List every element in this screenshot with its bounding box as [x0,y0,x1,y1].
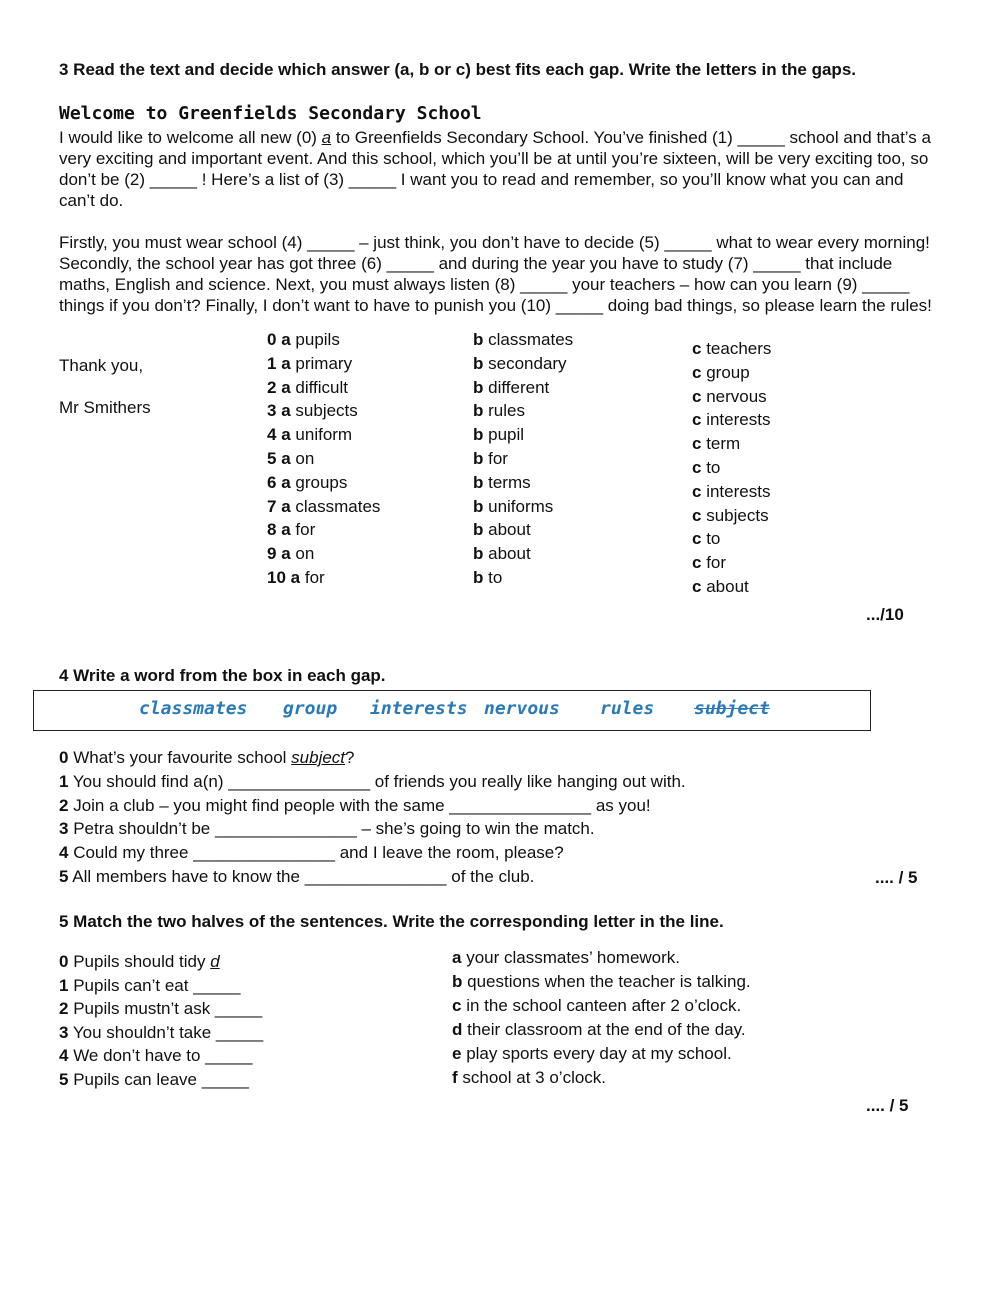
ex5-right-item-2: c in the school canteen after 2 o’clock. [452,996,742,1015]
word-nervous: nervous [484,698,560,719]
option-row-7-c: c subjects [692,505,769,525]
ex5-right-item-5: f school at 3 o’clock. [452,1068,607,1087]
option-row-1-b: b secondary [473,353,567,373]
ex4-item-5: 5 All members have to know the _______________ of the club. [59,867,535,886]
closing: Thank you, [59,356,144,375]
ex4-item-3: 3 Petra shouldn’t be _______________ – she’s going to win the match. [59,819,595,839]
ex5-right-item-4: e play sports every day at my school. [452,1044,732,1063]
option-row-9-b: b about [473,544,531,564]
ex5-instruction: 5 Match the two halves of the sentences. Write the corresponding letter in the line. [59,912,724,931]
option-row-6-b: b terms [473,472,531,492]
option-row-6-c: c interests [692,481,771,501]
ex3-instruction: 3 Read the text and decide which answer (a, b or c) best fits each gap. Write the letters in the gaps. [59,60,856,79]
word-classmates: classmates [139,698,248,719]
signature: Mr Smithers [59,398,151,417]
ex5-right-item-1: b questions when the teacher is talking. [452,972,751,991]
ex5-left-item-0: 0 Pupils should tidy d [59,952,220,971]
option-row-8-b: b about [473,520,531,540]
ex3-score: .../10 [866,605,904,624]
ex5-left-item-1: 1 Pupils can’t eat _____ [59,975,241,995]
word-interests: interests [370,698,468,719]
ex5-left-item-2: 2 Pupils mustn’t ask _____ [59,999,263,1019]
option-row-10-b: b to [473,568,503,587]
word-rules: rules [600,698,655,719]
option-row-8-c: c to [692,529,721,549]
ex5-right-item-3: d their classroom at the end of the day. [452,1020,746,1039]
option-row-9-a: 9 a on [267,544,315,564]
option-row-0-c: c teachers [692,339,772,358]
ex4-item-4: 4 Could my three _______________ and I leave the room, please? [59,843,564,863]
ex5-score: .... / 5 [866,1096,909,1115]
ex4-instruction: 4 Write a word from the box in each gap. [59,666,386,685]
ex4-item-0: 0 What’s your favourite school subject? [59,748,355,767]
option-row-1-a: 1 a primary [267,353,353,373]
ex5-left-item-5: 5 Pupils can leave _____ [59,1070,249,1089]
option-row-2-c: c nervous [692,386,767,406]
option-row-5-b: b for [473,449,508,468]
word-subject-crossed: subject [694,698,770,719]
ex5-right-item-0: a your classmates’ homework. [452,948,681,967]
ex4-item-2: 2 Join a club – you might find people with the same _______________ as you! [59,795,651,815]
option-row-8-a: 8 a for [267,520,316,540]
ex3-paragraph-1: I would like to welcome all new (0) a to Greenfields Secondary School. You’ve finished (1) _____ school and that’s a very exciting and important event. And this school, which you’ll be at until you’re sixteen, will be very exciting too, so don’t be (2) _____ ! Here’s a list of (3) _____ I want you to read and remember, so you’ll know what you can and can’t do. [59,128,931,210]
option-row-0-a: 0 a pupils [267,330,340,349]
option-row-4-b: b pupil [473,425,525,445]
ex3-title: Welcome to Greenfields Secondary School [59,103,482,124]
option-row-10-a: 10 a for [267,568,325,587]
option-row-4-a: 4 a uniform [267,425,353,445]
example-answer: a [321,128,332,147]
option-row-10-c: c about [692,577,749,596]
word-group: group [283,698,338,719]
option-row-7-a: 7 a classmates [267,496,381,516]
option-row-3-b: b rules [473,401,525,421]
ex4-item-1: 1 You should find a(n) _______________ of friends you really like hanging out with. [59,771,686,791]
option-row-3-a: 3 a subjects [267,401,358,421]
option-row-5-c: c to [692,458,721,477]
ex4-score: .... / 5 [875,868,918,887]
option-row-6-a: 6 a groups [267,472,348,492]
ex5-left-item-4: 4 We don’t have to _____ [59,1046,253,1066]
option-row-5-a: 5 a on [267,449,315,468]
ex5-left-item-3: 3 You shouldn’t take _____ [59,1022,264,1042]
option-row-2-b: b different [473,377,550,397]
option-row-0-b: b classmates [473,330,574,349]
option-row-4-c: c term [692,434,741,454]
option-row-7-b: b uniforms [473,496,554,516]
ex3-paragraph-2: Firstly, you must wear school (4) _____ – just think, you don’t have to decide (5) _____ what to wear every morning! Secondly, the school year has got three (6) _____ and during the year you have to study (7) _____ that include maths, English and science. Next, you must always listen (8) _____ your teachers – how can you learn (9) _____ things if you don’t? Finally, I don’t want to have to punish you (10) _____ doing bad things, so please learn the rules! [59,233,932,315]
option-row-1-c: c group [692,362,750,382]
option-row-2-a: 2 a difficult [267,377,349,397]
option-row-3-c: c interests [692,410,771,430]
option-row-9-c: c for [692,553,727,573]
